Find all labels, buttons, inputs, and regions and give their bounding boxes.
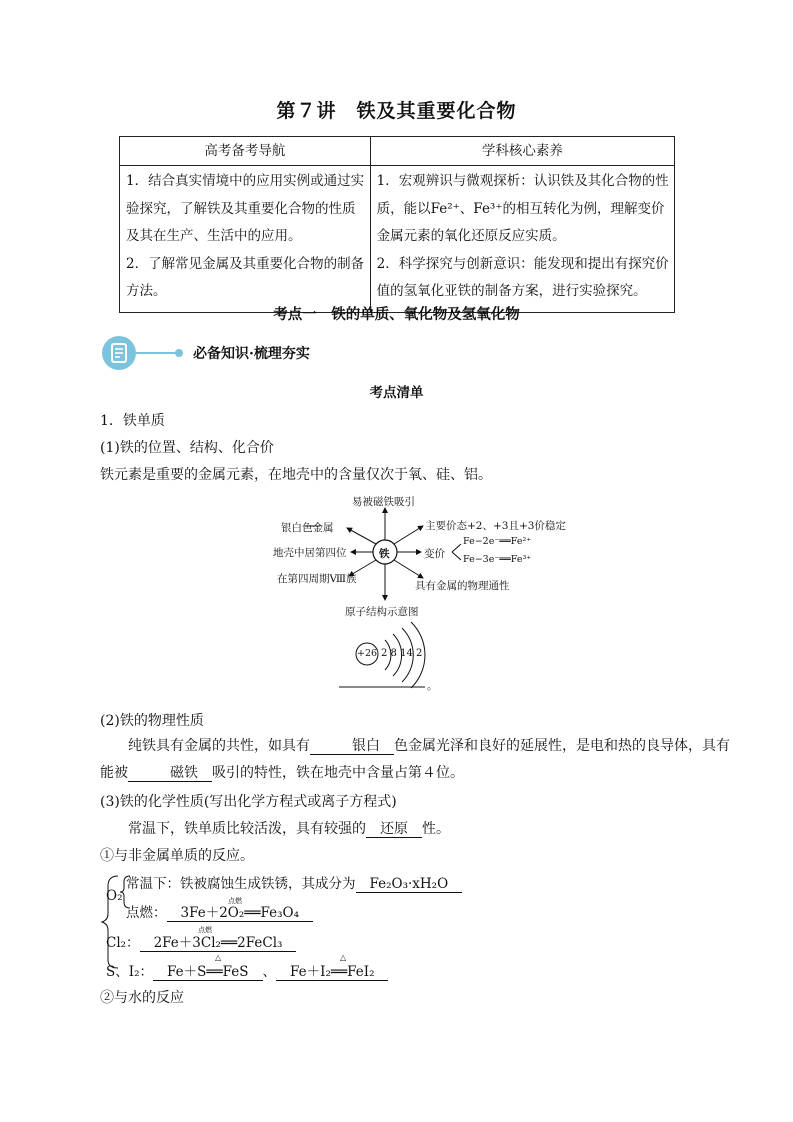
heading-water: ②与水的反应	[100, 990, 184, 1006]
answer-blank: Fe₂O₃·xH₂O	[356, 876, 463, 893]
iron-property-diagram	[265, 494, 565, 694]
diagram-shells: 2 8 14 2	[381, 648, 423, 659]
diagram-eq2: Fe−3e⁻══Fe³⁺	[463, 554, 532, 565]
o2-label: O₂	[106, 888, 123, 904]
heading-position-structure: (1)铁的位置、结构、化合价	[100, 440, 274, 456]
condition-heat: △	[215, 953, 222, 962]
physical-paragraph	[100, 733, 730, 787]
reducing-text	[128, 818, 450, 838]
diagram-atom-label: 原子结构示意图	[345, 606, 419, 618]
reducing-text-a: 常温下，铁单质比较活泼，具有较强的	[128, 821, 366, 837]
iron-abundance-text: 铁元素是重要的金属元素，在地壳中的含量仅次于氧、硅、铝。	[100, 467, 492, 483]
guide-col2-header: 学科核心素养	[370, 137, 674, 166]
notebook-icon	[102, 336, 136, 370]
heading-iron-element: 1．铁单质	[100, 413, 165, 429]
o2-room-text: 常温下：铁被腐蚀生成铁锈，其成分为	[126, 876, 356, 892]
answer-blank: 磁铁	[128, 765, 212, 782]
answer-blank: 2Fe＋3Cl₂══2FeCl₃	[140, 935, 297, 952]
diagram-variable-label: 变价	[424, 548, 445, 560]
answer-blank: Fe＋S══FeS	[153, 964, 263, 981]
s-i2-reaction	[106, 960, 388, 981]
diagram-nucleus: +26	[357, 648, 378, 659]
physical-text: 色金属光泽和良好的延展性，是电和热的良导体，具有能被	[100, 738, 730, 781]
guide-col2-item: 2．科学探究与创新意识：能发现和提出有探究价值的氢氧化亚铁的制备方案，进行实验探究。	[376, 255, 669, 299]
diagram-eq1: Fe−2e⁻══Fe²⁺	[463, 536, 532, 547]
section-label: 必备知识·梳理夯实	[193, 346, 310, 362]
o2-ignite	[126, 901, 313, 922]
subsection-title: 考点清单	[369, 385, 424, 401]
diagram-crust-label: 地壳中居第四位	[273, 547, 347, 559]
diagram-top-label: 易被磁铁吸引	[352, 496, 415, 508]
heading-chemical: (3)铁的化学性质(写出化学方程式或离子方程式)	[100, 794, 397, 810]
o2-room-temp	[126, 872, 462, 893]
diagram-center-label: 铁	[379, 548, 390, 560]
kaodian-heading: 考点一 铁的单质、氧化物及氢氧化物	[273, 306, 520, 323]
diagram-period-label: 在第四周期Ⅷ族	[277, 573, 357, 585]
o2-ignite-text: 点燃：	[126, 905, 167, 921]
guide-col1-cell	[120, 166, 371, 313]
guide-col2-item: 1．宏观辨识与微观探析：认识铁及其化合物的性质，能以Fe²⁺、Fe³⁺的相互转化为例，理解变价金属元素的氧化还原反应实质。	[376, 173, 669, 244]
badge-connector	[136, 352, 178, 354]
answer-blank: 3Fe＋2O₂══Fe₃O₄	[167, 905, 314, 922]
condition-ignite: 点燃	[198, 926, 212, 934]
diagram-color-label: 银白色金属	[281, 522, 334, 534]
reducing-text-b: 性。	[422, 821, 450, 837]
condition-heat: △	[340, 953, 347, 962]
separator: 、	[262, 964, 276, 980]
heading-nonmetal: ①与非金属单质的反应。	[100, 848, 254, 864]
physical-text: 吸引的特性，铁在地壳中含量占第４位。	[212, 765, 464, 781]
guide-col2-cell	[370, 166, 674, 313]
condition-ignite: 点燃	[228, 897, 242, 905]
answer-blank: 银白	[310, 738, 394, 755]
s-i2-label: S、I₂：	[106, 964, 153, 980]
answer-blank: 还原	[366, 821, 422, 838]
guide-table	[119, 136, 675, 313]
cl2-label: Cl₂：	[106, 935, 140, 951]
guide-col1-item: 2．了解常见金属及其重要化合物的制备方法。	[126, 255, 365, 299]
physical-text: 纯铁具有金属的共性，如具有	[128, 738, 310, 754]
heading-physical: (2)铁的物理性质	[100, 713, 204, 729]
diagram-period-mark: 。	[427, 680, 438, 692]
page-title: 第７讲 铁及其重要化合物	[276, 100, 517, 122]
diagram-physical-label: 具有金属的物理通性	[415, 580, 510, 592]
diagram-valence-label: 主要价态+2、+3且+3价稳定	[425, 520, 566, 532]
badge-dot	[175, 349, 183, 357]
guide-col1-header: 高考备考导航	[120, 137, 371, 166]
guide-col1-item: 1．结合真实情境中的应用实例或通过实验探究，了解铁及其重要化合物的性质及其在生产、生活中的应用。	[126, 173, 365, 244]
answer-blank: Fe＋I₂══FeI₂	[276, 964, 388, 981]
